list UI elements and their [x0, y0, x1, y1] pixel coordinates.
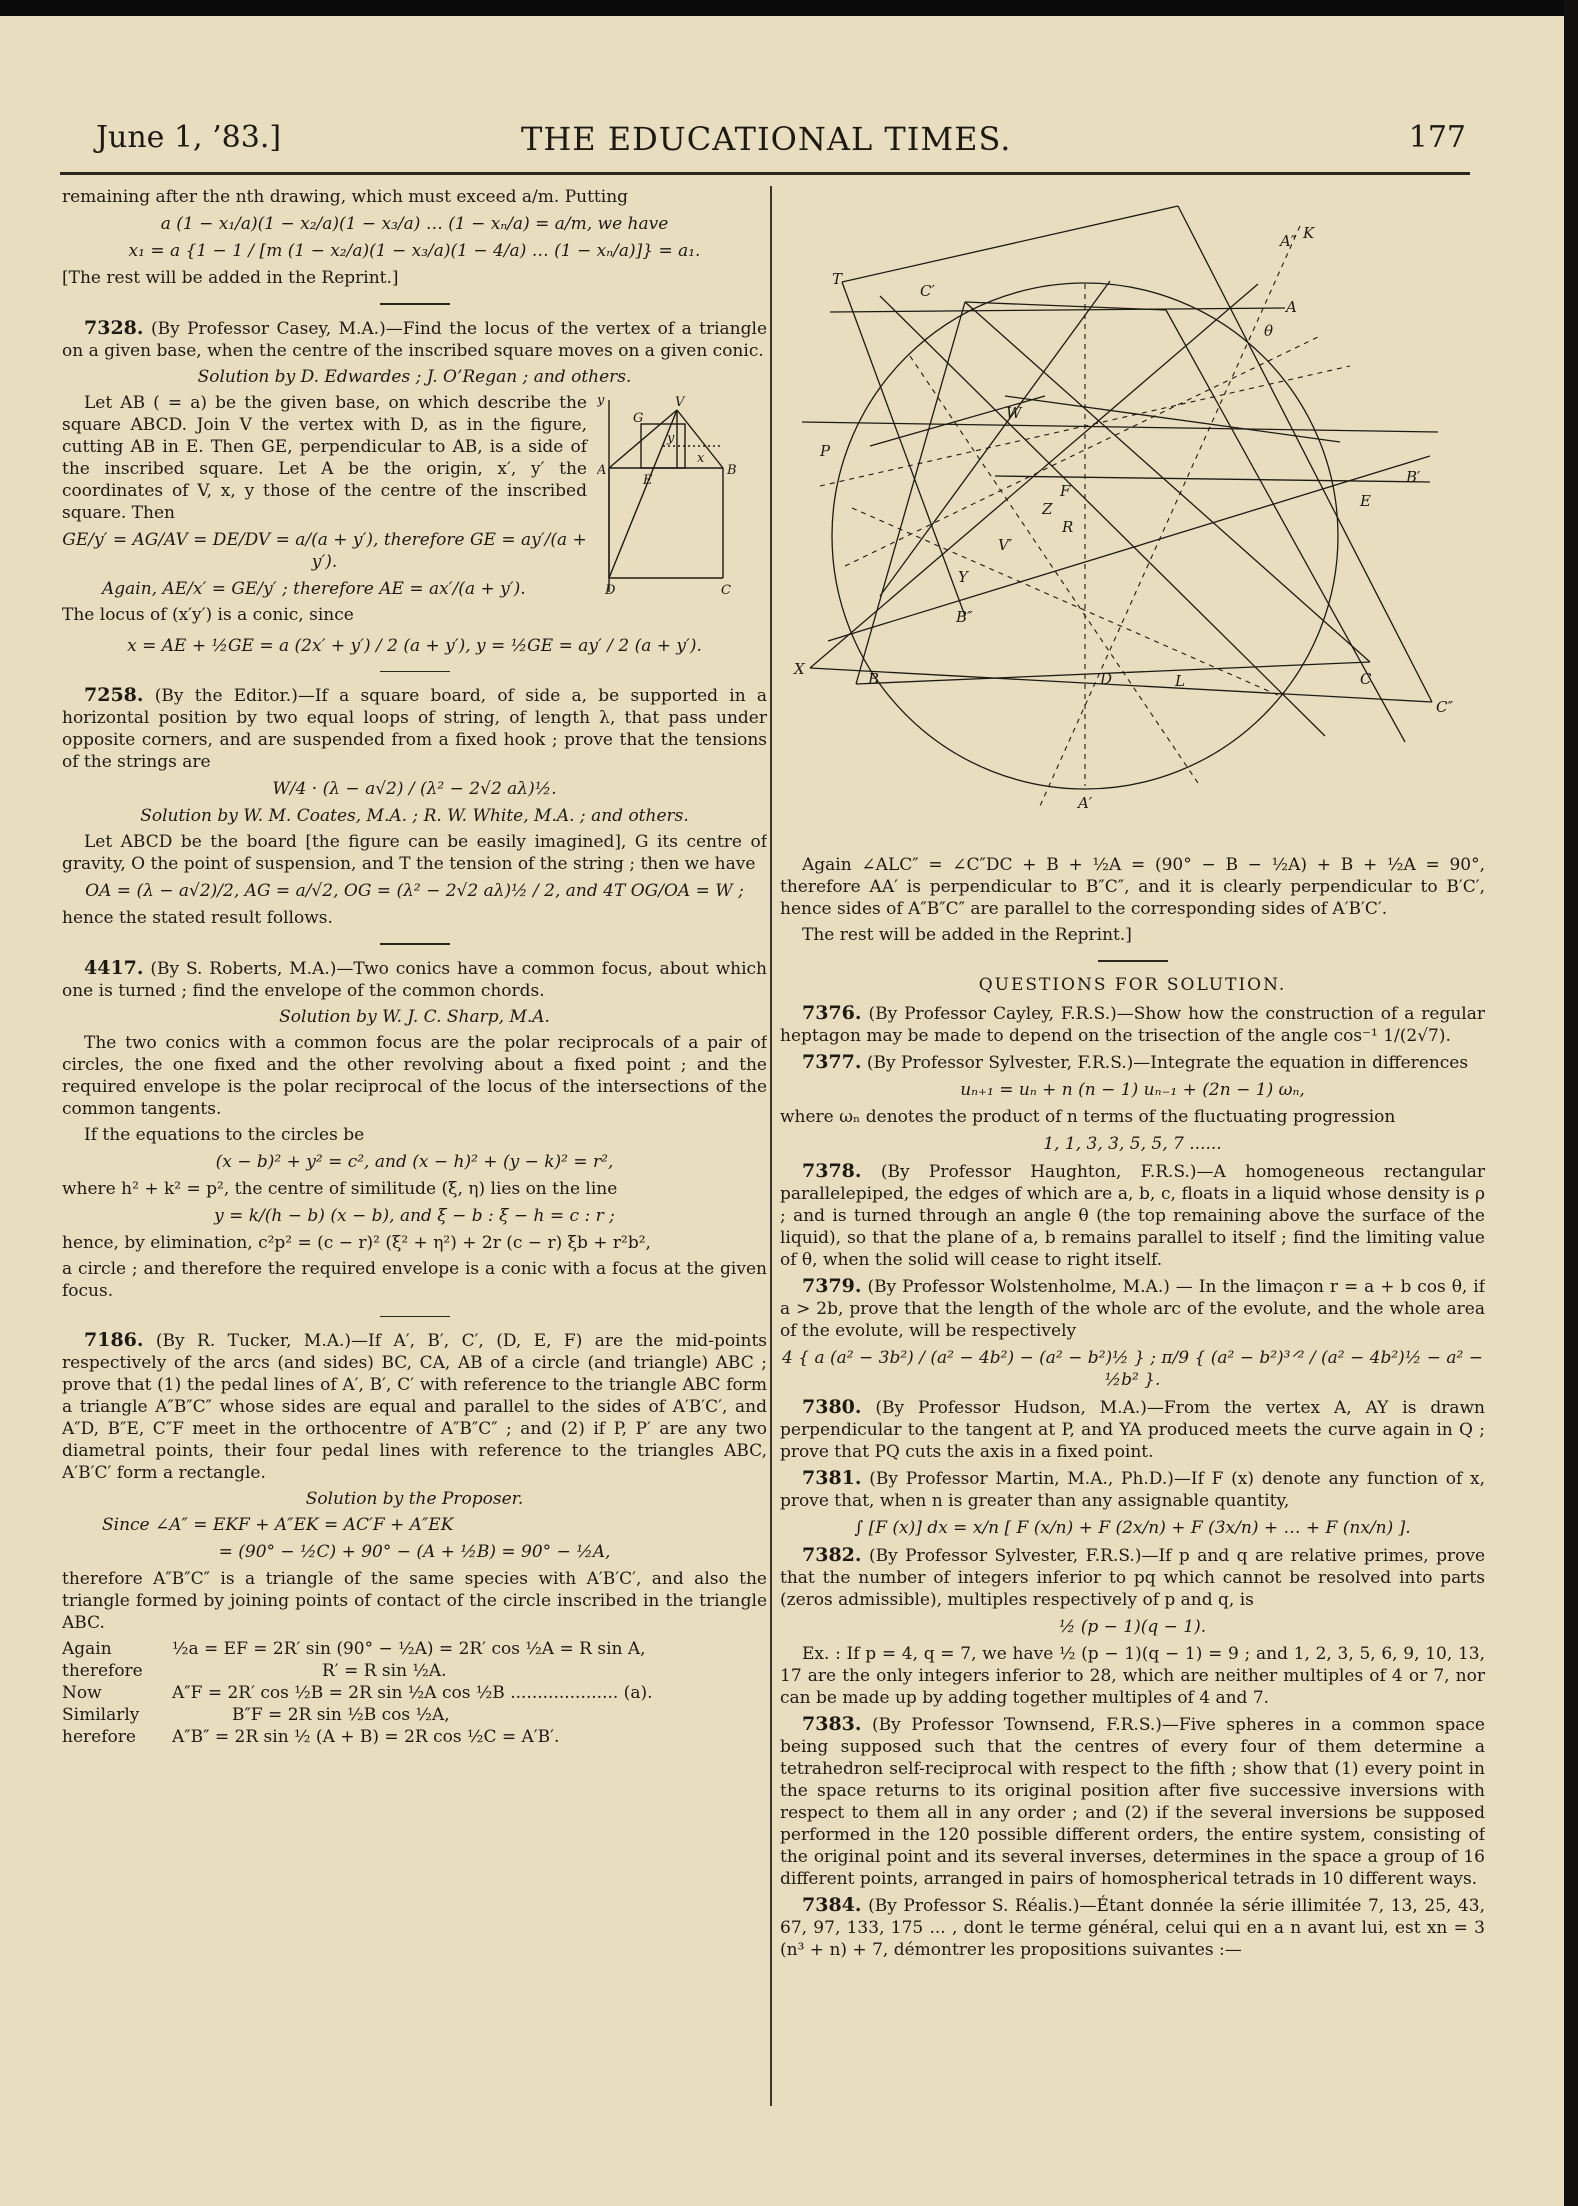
row-equation: ½a = EF = 2R′ sin (90° − ½A) = 2R′ cos ½A = R sin A, — [172, 1639, 646, 1659]
issue-date: June 1, ’83.] — [96, 120, 282, 155]
section-separator — [380, 1316, 450, 1318]
question-text: (By R. Tucker, M.A.)—If A′, B′, C′, (D, E, F) are the mid-points respectively of the arcs (and sides) BC, CA, AB of a circle (and triangle) ABC ; prove that (1) the pedal lines of A′, B′, C′ with reference to the triangle ABC form a triangle A″B″C″ whose sides are equal and parallel to the sides of A′B′C′, and A″D, B″E, C″F meet in the orthocentre of A″B″C″ ; and (2) if P, P′ are any two diametral points, their four pedal lines with reference to the triangles ABC, A′B′C′ form a rectangle. — [62, 1331, 767, 1483]
question-number: 7379. — [802, 1274, 862, 1297]
solution-by: Solution by W. J. C. Sharp, M.A. — [279, 1006, 550, 1027]
fig-label: E — [1360, 492, 1371, 510]
solution-text: Again ∠ALC″ = ∠C″DC + B + ½A = (90° − B − ½A) + B + ½A = 90°, therefore AA′ is perpendicular to B″C″, and it is clearly perpendicular to B′C′, hence sides of A″B″C″ are parallel to the corresponding sides of A′B′C′. — [780, 855, 1485, 919]
fig-label: T — [832, 270, 843, 288]
question-text: Ex. : If p = 4, q = 7, we have ½ (p − 1)(q − 1) = 9 ; and 1, 2, 3, 5, 6, 9, 10, 13, 17 are the only integers inferior to 28, which are neither multiples of 4 or 7, nor can be made up by adding together multiples of 4 and 7. — [780, 1643, 1485, 1708]
question-text: (By Professor Martin, M.A., Ph.D.)—If F (x) denote any function of x, prove that, when n is greater than any assignable quantity, — [780, 1468, 1485, 1511]
question-7384 — [780, 1894, 1485, 1961]
fig-label: D — [1100, 670, 1113, 688]
equation: 4 { a (a² − 3b²) / (a² − 4b²) − (a² − b²)½ } ; π/9 { (a² − b²)³ᐟ² / (a² − 4b²)½ − a² − ½b² }. — [782, 1347, 1483, 1390]
left-column — [62, 186, 767, 2106]
question-7378 — [780, 1160, 1485, 1271]
equation: x = AE + ½GE = a (2x′ + y′) / 2 (a + y′), y = ½GE = ay′ / 2 (a + y′). — [127, 635, 702, 656]
equation: W/4 · (λ − a√2) / (λ² − 2√2 aλ)½. — [272, 779, 557, 799]
question-text: (By Professor Wolstenholme, M.A.) — In the limaçon r = a + b cos θ, if a > 2b, prove that the length of the whole arc of the evolute, and the whole area of the evolute, will be respectively — [780, 1276, 1485, 1341]
question-text: (By Professor Sylvester, F.R.S.)—Integrate the equation in differences — [866, 1052, 1469, 1073]
row-equation: R′ = R sin ½A. — [322, 1661, 447, 1681]
question-text: (By Professor Casey, M.A.)—Find the locus of the vertex of a triangle on a given base, when the centre of the inscribed square moves on a given conic. — [62, 318, 767, 361]
section-separator — [380, 303, 450, 305]
equation-row — [62, 1682, 767, 1704]
row-label: Now — [62, 1683, 102, 1703]
fig-label: y — [667, 430, 675, 446]
row-label: Again — [62, 1639, 112, 1659]
fig-label: E — [643, 472, 653, 488]
question-7383 — [780, 1713, 1485, 1890]
fig-label: x — [697, 450, 705, 466]
solution-by: Solution by W. M. Coates, M.A. ; R. W. White, M.A. ; and others. — [140, 806, 689, 826]
question-number: 7381. — [802, 1466, 862, 1489]
equation: OA = (λ − a√2)/2, AG = a/√2, OG = (λ² − 2√2 aλ)½ / 2, and 4T OG/OA = W ; — [85, 881, 744, 901]
section-separator — [1098, 960, 1168, 962]
fig-label: W — [1006, 404, 1022, 422]
fig-label: K — [1303, 224, 1315, 242]
equation-row — [62, 1660, 767, 1682]
page-header — [96, 120, 1466, 176]
question-text: where ωₙ denotes the product of n terms of the fluctuating progression — [780, 1106, 1396, 1127]
fig-label: G — [633, 410, 644, 426]
row-equation: A″B″ = 2R sin ½ (A + B) = 2R cos ½C = A′B′. — [172, 1727, 560, 1747]
fig-label: C″ — [1436, 698, 1454, 716]
column-divider — [770, 186, 772, 2106]
equation: y = k/(h − b) (x − b), and ξ − b : ξ − h = c : r ; — [214, 1205, 615, 1226]
question-text: (By the Editor.)—If a square board, of side a, be supported in a horizontal position by two equal loops of string, of length λ, that pass under opposite corners, and are suspended from a fixed hook ; prove that the tensions of the strings are — [62, 686, 767, 772]
journal-title: THE EDUCATIONAL TIMES. — [521, 120, 1012, 158]
equation: GE/y′ = AG/AV = DE/DV = a/(a + y′), therefore GE = ay′/(a + y′). — [62, 529, 587, 572]
question-text: (By Professor Townsend, F.R.S.)—Five spheres in a common space being supposed such that the centres of every four of them determine a tetrahedron self-reciprocal with respect to the fifth ; show that (1) every point in the space returns to its original position after five successive inversions with respect to them all in any order ; and (2) if the several inversions be supposed performed in the 120 possible different orders, the entire system, consisting of the original point and its several inverses, determines in the space a group of 16 different points, arranged in pairs of homospherical tetrads in 10 different ways. — [780, 1714, 1485, 1889]
fig-label: X — [794, 660, 805, 678]
solution-text: The locus of (x′y′) is a conic, since — [62, 604, 354, 625]
fig-label: C — [721, 582, 731, 598]
section-separator — [380, 671, 450, 673]
solution-text: therefore A″B″C″ is a triangle of the same species with A′B′C′, and also the triangle formed by joining points of contact of the circle inscribed in the triangle ABC. — [62, 1569, 767, 1633]
row-equation: B″F = 2R sin ½B cos ½A, — [232, 1705, 450, 1725]
solution-by: Solution by the Proposer. — [305, 1489, 524, 1509]
row-label: herefore — [62, 1727, 136, 1747]
question-7376 — [780, 1002, 1485, 1047]
solution-text: where h² + k² = p², the centre of similitude (ξ, η) lies on the line — [62, 1178, 618, 1199]
scan-top-edge — [0, 0, 1578, 16]
fig-label: F — [1060, 482, 1071, 500]
equation: Again, AE/x′ = GE/y′ ; therefore AE = ax′/(a + y′). — [102, 578, 526, 599]
circle-figure — [780, 186, 1485, 842]
right-column — [780, 186, 1485, 2106]
question-7380 — [780, 1396, 1485, 1463]
question-number: 7377. — [802, 1050, 862, 1073]
fig-label: C′ — [920, 282, 935, 300]
fig-label: V′ — [998, 536, 1013, 554]
question-text: (By S. Roberts, M.A.)—Two conics have a common focus, about which one is turned ; find the envelope of the common chords. — [62, 958, 767, 1001]
fig-label: θ — [1264, 322, 1274, 340]
row-label: therefore — [62, 1661, 143, 1681]
question-7381 — [780, 1467, 1485, 1512]
reprint-note: The rest will be added in the Reprint.] — [802, 925, 1132, 945]
fig-label: C — [1360, 670, 1372, 688]
fig-label: B″ — [956, 608, 973, 626]
fig-label: A″ — [1280, 232, 1297, 250]
equation: Since ∠A″ = EKF + A″EK = AC′F + A″EK — [102, 1515, 454, 1535]
fig-label: Y — [958, 568, 968, 586]
fig-label: A — [1286, 298, 1297, 316]
fig-label: y — [597, 392, 605, 408]
fig-label: P — [820, 442, 831, 460]
scan-right-edge — [1564, 0, 1578, 2206]
fig-label: B′ — [1406, 468, 1421, 486]
row-equation: A″F = 2R′ cos ½B = 2R sin ½A cos ½B .................... (a). — [172, 1683, 653, 1703]
solution-text: hence the stated result follows. — [62, 908, 333, 928]
question-text: (By Professor S. Réalis.)—Étant donnée la série illimitée 7, 13, 25, 43, 67, 97, 133, 175 ... , dont le terme général, celui qui en a n avant lui, est xn = 3 (n³ + n) + 7, démontrer les propositions suivantes :— — [780, 1895, 1485, 1960]
question-number: 7378. — [802, 1159, 862, 1182]
questions-heading: QUESTIONS FOR SOLUTION. — [978, 974, 1287, 995]
question-text: (By Professor Cayley, F.R.S.)—Show how the construction of a regular heptagon may be made to depend on the trisection of the angle cos⁻¹ 1/(2√7). — [780, 1003, 1485, 1046]
equation: (x − b)² + y² = c², and (x − h)² + (y − k)² = r², — [215, 1151, 614, 1172]
equation: 1, 1, 3, 3, 5, 5, 7 ...... — [1043, 1133, 1222, 1154]
question-7258 — [62, 684, 767, 773]
solution-text: Let ABCD be the board [the figure can be easily imagined], G its centre of gravity, O the point of suspension, and T the tension of the string ; then we have — [62, 832, 767, 874]
equation: uₙ₊₁ = uₙ + n (n − 1) uₙ₋₁ + (2n − 1) ωₙ, — [960, 1079, 1305, 1100]
fig-label: B — [727, 462, 737, 478]
fig-label: A′ — [1078, 794, 1093, 812]
solution-text: If the equations to the circles be — [84, 1124, 365, 1145]
question-number: 7380. — [802, 1395, 862, 1418]
question-number: 7382. — [802, 1543, 862, 1566]
equation: ½ (p − 1)(q − 1). — [1058, 1616, 1207, 1637]
question-number: 7328. — [84, 316, 144, 339]
solution-text: hence, by elimination, c²p² = (c − r)² (ξ² + η²) + 2r (c − r) ξb + r²b², — [62, 1232, 651, 1253]
equation-row — [62, 1704, 767, 1726]
equation-row — [62, 1726, 767, 1748]
fig-label: Z — [1042, 500, 1053, 518]
section-separator — [380, 943, 450, 945]
reprint-note: [The rest will be added in the Reprint.] — [62, 268, 399, 288]
question-text: (By Professor Hudson, M.A.)—From the vertex A, AY is drawn perpendicular to the tangent at P, and YA produced meets the curve again in Q ; prove that PQ cuts the axis in a fixed point. — [780, 1397, 1485, 1462]
question-4417 — [62, 957, 767, 1002]
question-7186 — [62, 1329, 767, 1484]
equation: = (90° − ½C) + 90° − (A + ½B) = 90° − ½A, — [218, 1542, 611, 1562]
solution-text: Let AB ( = a) be the given base, on which describe the square ABCD. Join V the vertex with D, as in the figure, cutting AB in E. Then GE, perpendicular to AB, is a side of the inscribed square. Let A be the origin, x′, y′ the coordinates of V, x, y those of the centre of the inscribed square. Then — [62, 392, 587, 523]
solution-text: a circle ; and therefore the required envelope is a conic with a focus at the given focus. — [62, 1258, 767, 1301]
header-rule — [60, 172, 1470, 175]
fig-label: L — [1175, 672, 1185, 690]
fig-label: A — [597, 462, 607, 478]
question-number: 7384. — [802, 1893, 862, 1916]
solution-text: The two conics with a common focus are the polar reciprocals of a pair of circles, the one fixed and the other revolving about a fixed point ; and the required envelope is the polar reciprocal of the locus of the intersections of the common tangents. — [62, 1032, 767, 1119]
question-7328 — [62, 317, 767, 362]
equation-row — [62, 1638, 767, 1660]
square-figure — [597, 392, 767, 602]
question-7379 — [780, 1275, 1485, 1342]
question-text: (By Professor Sylvester, F.R.S.)—If p and q are relative primes, prove that the number of integers inferior to pq which cannot be resolved into parts (zeros admissible), multiples respectively of p and q, is — [780, 1545, 1485, 1610]
equation: ∫ [F (x)] dx = x/n [ F (x/n) + F (2x/n) + F (3x/n) + … + F (nx/n) ]. — [854, 1517, 1411, 1538]
row-label: Similarly — [62, 1705, 140, 1725]
question-text: (By Professor Haughton, F.R.S.)—A homogeneous rectangular parallelepiped, the edges of which are a, b, c, floats in a liquid whose density is ρ ; and is turned through an angle θ (the top remaining above the surface of the liquid), so that the plane of a, b remains parallel to itself ; find the limiting value of θ, when the solid will cease to right itself. — [780, 1161, 1485, 1270]
fig-label: R — [1062, 518, 1074, 536]
question-7382 — [780, 1544, 1485, 1611]
equation: x₁ = a {1 − 1 / [m (1 − x₂/a)(1 − x₃/a)(1 − 4/a) … (1 − xₙ/a)]} = a₁. — [128, 241, 701, 261]
equation: a (1 − x₁/a)(1 − x₂/a)(1 − x₃/a) … (1 − xₙ/a) = a/m, we have — [160, 214, 669, 234]
question-number: 7186. — [84, 1329, 144, 1351]
fig-label: B — [868, 670, 880, 688]
question-number: 7376. — [802, 1001, 862, 1024]
continued-text: remaining after the nth drawing, which must exceed a/m. Putting — [62, 187, 629, 207]
fig-label: V — [675, 394, 685, 410]
solution-by: Solution by D. Edwardes ; J. O’Regan ; and others. — [197, 366, 632, 387]
question-number: 4417. — [84, 956, 144, 979]
question-number: 7383. — [802, 1712, 862, 1735]
page-number: 177 — [1408, 120, 1466, 155]
question-7377 — [780, 1051, 1485, 1074]
question-number: 7258. — [84, 684, 144, 706]
fig-label: D — [605, 582, 616, 598]
